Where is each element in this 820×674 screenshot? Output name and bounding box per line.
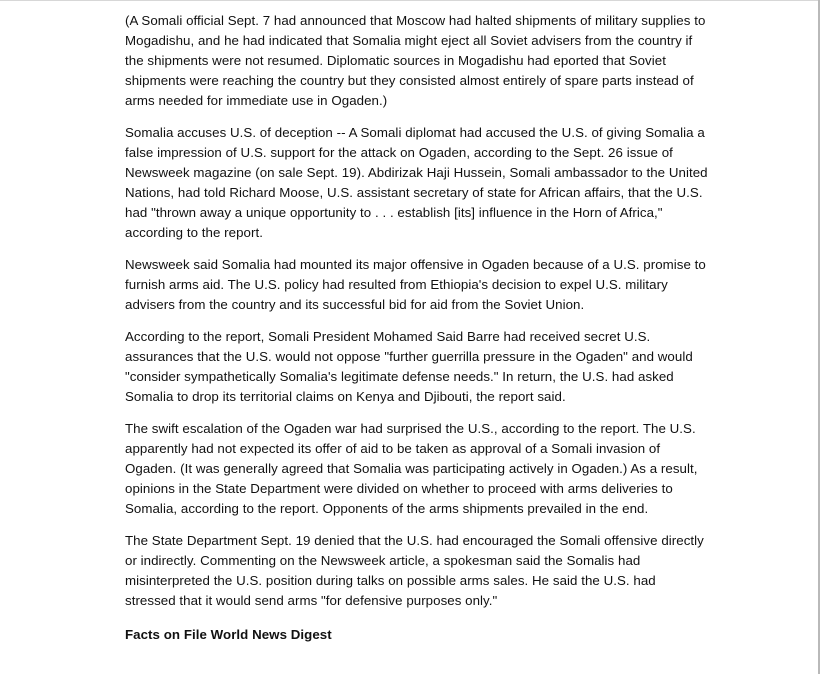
paragraph-secret-assurances: According to the report, Somali President Mohamed Said Barre had received secret U.S. assurances that the U.S. would not oppose "further guerrilla pressure in the Ogaden" and would "consider sympathetically Somalia's legitimate defense needs." In return, the U.S. had asked Somalia to drop its territorial claims on Kenya and Djibouti, the report said. xyxy=(125,329,693,404)
top-border xyxy=(0,0,820,1)
paragraph-state-department-denial: The State Department Sept. 19 denied that the U.S. had encouraged the Somali offensive directly or indirectly. Commenting on the Newsweek article, a spokesman said the Somalis had misinterpreted the U.S. position during talks on possible arms sales. He said the U.S. had stressed that it would send arms "for defensive purposes only." xyxy=(125,533,704,608)
source-attribution: Facts on File World News Digest xyxy=(125,627,332,642)
paragraph-deception-accusation: Somalia accuses U.S. of deception -- A Somali diplomat had accused the U.S. of giving Somalia a false impression of U.S. support for the attack on Ogaden, according to the Sept. 26 issue of Newsweek magazine (on sale Sept. 19). Abdirizak Haji Hussein, Somali ambassador to the United Nations, had told Richard Moose, U.S. assistant secretary of state for African affairs, that the U.S. had "thrown away a unique opportunity to . . . establish [its] influence in the Horn of Africa," according to the report. xyxy=(125,125,708,240)
paragraph-swift-escalation: The swift escalation of the Ogaden war had surprised the U.S., according to the report. The U.S. apparently had not expected its offer of aid to be taken as approval of a Somali invasion of Ogaden. (It was generally agreed that Somalia was participating actively in Ogaden.) As a result, opinions in the State Department were divided on whether to proceed with arms deliveries to Somalia, according to the report. Opponents of the arms shipments prevailed in the end. xyxy=(125,421,698,516)
paragraph-newsweek-offensive: Newsweek said Somalia had mounted its major offensive in Ogaden because of a U.S. promise to furnish arms aid. The U.S. policy had resulted from Ethiopia's decision to expel U.S. military advisers from the country and its successful bid for aid from the Soviet Union. xyxy=(125,257,706,312)
document-body xyxy=(125,11,710,657)
paragraph-soviet-shipments: (A Somali official Sept. 7 had announced that Moscow had halted shipments of military supplies to Mogadishu, and he had indicated that Somalia might eject all Soviet advisers from the country if the shipments were not resumed. Diplomatic sources in Mogadishu had eported that Soviet shipments were reaching the country but they consisted almost entirely of spare parts instead of arms needed for immediate use in Ogaden.) xyxy=(125,13,706,108)
